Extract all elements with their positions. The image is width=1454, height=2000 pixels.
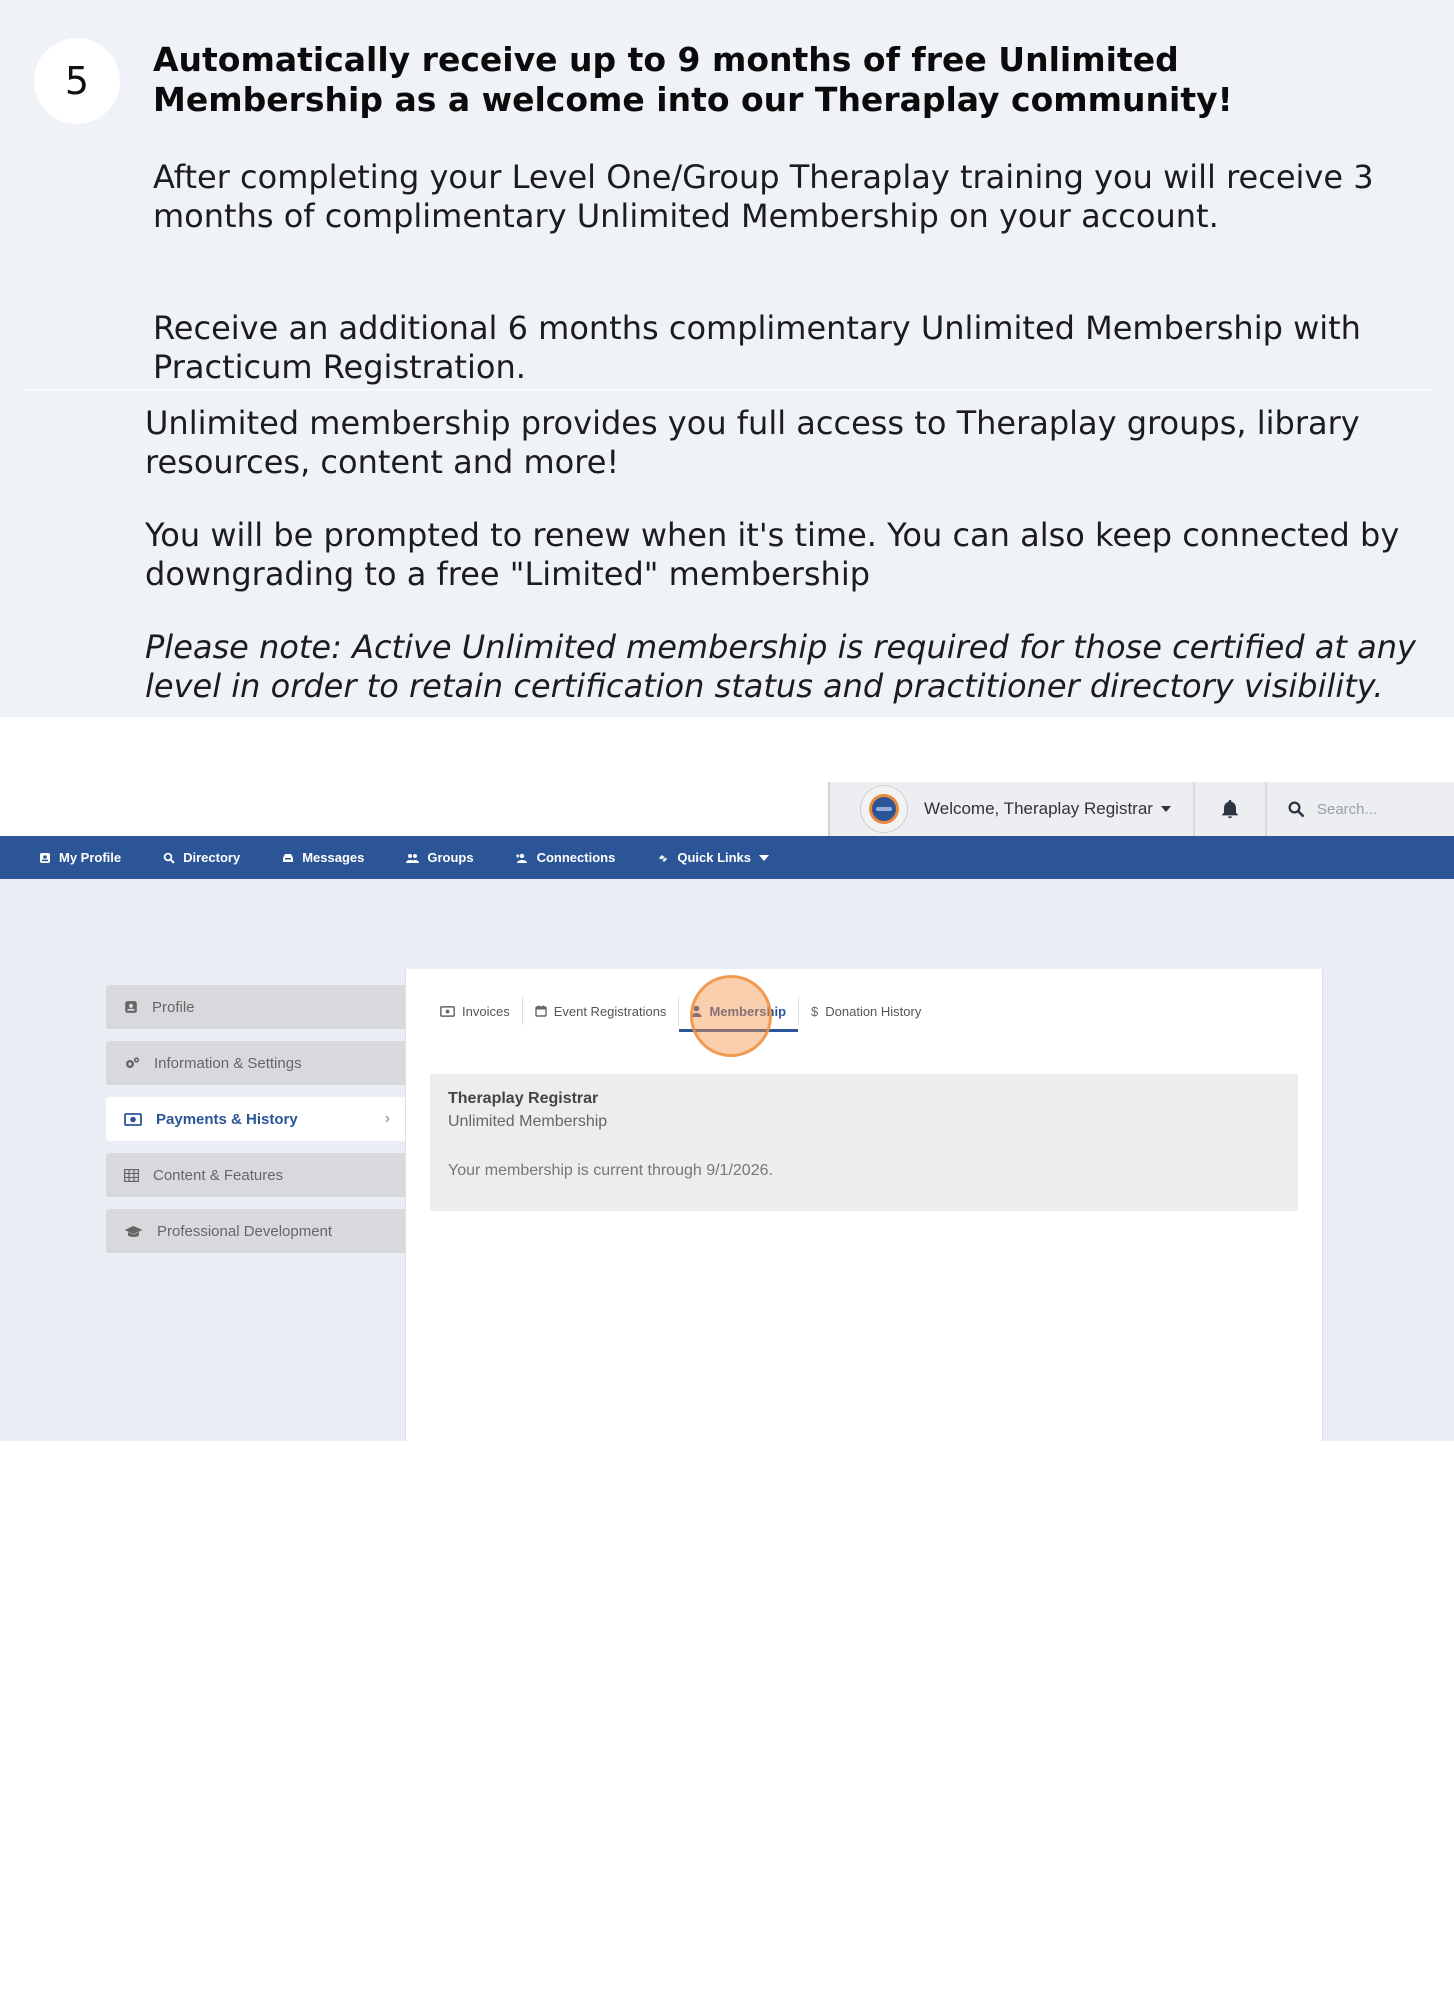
membership-card [430, 1074, 1298, 1211]
nav-label: Directory [183, 850, 241, 865]
sidebar-item-payments-history[interactable] [106, 1097, 406, 1141]
caret-down-icon [759, 855, 769, 861]
content-panel [405, 969, 1323, 1441]
money-icon [124, 1113, 142, 1126]
nav-groups[interactable] [406, 850, 473, 865]
nav-quick-links[interactable] [657, 850, 769, 865]
tab-label: Invoices [462, 1003, 510, 1019]
search-icon [163, 852, 175, 864]
nav-my-profile[interactable] [39, 850, 121, 865]
search-input[interactable] [1267, 800, 1377, 818]
nav-label: Connections [536, 850, 616, 865]
step-paragraph: Unlimited membership provides you full access to Theraplay groups, library resources, content and more! [145, 404, 1360, 481]
tab-donation-history[interactable] [799, 996, 933, 1026]
welcome-text: Welcome, Theraplay Registrar [924, 799, 1153, 818]
tab-event-registrations[interactable] [523, 996, 679, 1026]
user-plus-icon [516, 852, 529, 864]
search-icon [1287, 800, 1305, 818]
sidebar-item-content-features[interactable] [106, 1153, 406, 1197]
sidebar-item-label: Payments & History [156, 1110, 298, 1128]
tab-label: Donation History [825, 1003, 922, 1019]
nav-messages[interactable] [282, 850, 364, 865]
logo-icon [867, 792, 901, 826]
graduation-cap-icon [124, 1225, 143, 1238]
step-title: Automatically receive up to 9 months of free Unlimited Membership as a welcome into our Theraplay community! [153, 40, 1233, 119]
sidebar-item-label: Profile [152, 998, 195, 1016]
dollar-icon: $ [811, 1003, 819, 1019]
avatar[interactable] [860, 785, 908, 833]
tab-label: Event Registrations [553, 1003, 667, 1019]
nav-label: My Profile [59, 850, 122, 865]
step-number-badge: 5 [34, 38, 120, 124]
nav-directory[interactable] [163, 850, 240, 865]
sidebar-item-profile[interactable] [106, 985, 406, 1029]
site-top-bar [828, 782, 1454, 836]
nav-connections[interactable] [516, 850, 616, 865]
calendar-icon [535, 1005, 547, 1017]
nav-label: Messages [302, 850, 365, 865]
gears-icon [124, 1056, 140, 1070]
tab-label: Membership [709, 1003, 787, 1019]
welcome-menu[interactable] [924, 799, 1171, 819]
step-paragraph: After completing your Level One/Group Theraplay training you will receive 3 months of complimentary Unlimited Membership on your account. [153, 158, 1374, 235]
membership-status: Your membership is current through 9/1/2026. [448, 1162, 773, 1179]
sidebar-item-professional-development[interactable] [106, 1209, 406, 1253]
step-paragraph: Receive an additional 6 months complimentary Unlimited Membership with Practicum Registration. [153, 309, 1361, 386]
step-note: Please note: Active Unlimited membership is required for those certified at any level in order to retain certification status and practitioner directory visibility. [145, 628, 1416, 705]
step-paragraph: You will be prompted to renew when it's time. You can also keep connected by downgrading to a free "Limited" membership [145, 516, 1400, 593]
bell-icon [1219, 798, 1241, 820]
profile-icon [124, 1000, 138, 1014]
divider [24, 389, 1434, 390]
table-icon [124, 1169, 139, 1182]
sidebar-item-label: Professional Development [157, 1222, 333, 1240]
notifications-button[interactable] [1195, 782, 1265, 836]
main-nav [0, 836, 1454, 879]
member-name: Theraplay Registrar [448, 1090, 599, 1107]
inbox-icon [282, 852, 294, 864]
click-highlight [690, 975, 772, 1057]
membership-type: Unlimited Membership [448, 1113, 608, 1130]
sidebar-item-label: Content & Features [153, 1166, 284, 1184]
tab-invoices[interactable] [428, 996, 522, 1026]
sidebar-item-label: Information & Settings [154, 1054, 302, 1072]
tab-bar [428, 991, 933, 1031]
nav-label: Quick Links [677, 850, 752, 865]
money-icon [440, 1006, 455, 1017]
users-icon [406, 852, 419, 864]
chevron-right-icon: › [384, 1110, 390, 1127]
caret-down-icon [1161, 806, 1171, 812]
sidebar-item-information-settings[interactable] [106, 1041, 406, 1085]
link-icon [657, 852, 669, 864]
search-placeholder: Search... [1316, 800, 1377, 818]
id-card-icon [39, 852, 51, 864]
nav-label: Groups [427, 850, 474, 865]
